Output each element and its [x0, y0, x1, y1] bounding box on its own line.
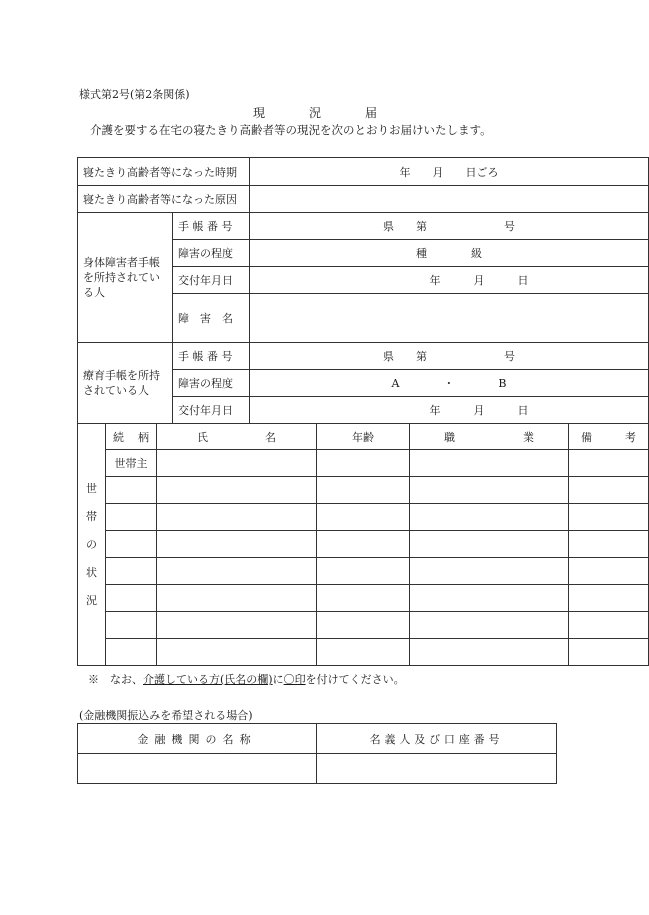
table-row [78, 558, 649, 585]
rehab-degree-label: 障害の程度 [173, 370, 250, 397]
form-title [0, 104, 630, 121]
rehab-notebook-no-field[interactable] [250, 343, 649, 370]
disability-degree-field[interactable] [250, 240, 649, 267]
table-row [78, 585, 649, 612]
header-remarks: 備 考 [569, 424, 649, 450]
age-cell[interactable] [317, 639, 410, 666]
bank-table [77, 723, 557, 784]
remarks-cell[interactable] [569, 477, 649, 504]
occupation-cell[interactable] [410, 504, 569, 531]
occupation-cell[interactable] [410, 558, 569, 585]
name-cell[interactable] [157, 450, 317, 477]
title-char: 現 [252, 106, 265, 120]
title-char: 届 [365, 106, 378, 120]
header-relation: 続 柄 [106, 424, 157, 450]
household-char: の [86, 537, 97, 551]
table-row [78, 639, 649, 666]
rehab-notebook-no-value: 県 第 号 [383, 350, 515, 363]
age-cell[interactable] [317, 531, 410, 558]
remarks-cell[interactable] [569, 612, 649, 639]
disability-name-field[interactable] [250, 294, 649, 343]
disability-notebook-no-value: 県 第 号 [383, 220, 515, 233]
relation-cell[interactable] [106, 585, 157, 612]
disability-issue-date-value: 年 月 日 [429, 274, 529, 287]
table-row [78, 612, 649, 639]
occupation-cell[interactable] [410, 612, 569, 639]
age-cell[interactable] [317, 504, 410, 531]
occupation-cell[interactable] [410, 477, 569, 504]
remarks-cell[interactable] [569, 585, 649, 612]
disability-group-label: 身体障害者手帳を所持されている人 [78, 213, 173, 343]
rehab-notebook-no-label: 手 帳 番 号 [173, 343, 250, 370]
table-row [78, 531, 649, 558]
age-cell[interactable] [317, 585, 410, 612]
account-field[interactable] [317, 754, 557, 784]
head-of-household: 世帯主 [114, 457, 148, 470]
name-cell[interactable] [157, 558, 317, 585]
occupation-cell[interactable] [410, 450, 569, 477]
name-cell[interactable] [157, 612, 317, 639]
household-group-label [78, 424, 106, 666]
bedridden-time-label: 寝たきり高齢者等になった時期 [78, 158, 250, 186]
name-cell[interactable] [157, 477, 317, 504]
age-cell[interactable] [317, 612, 410, 639]
household-char: 帯 [86, 509, 97, 523]
relation-cell[interactable] [106, 639, 157, 666]
bank-name-header: 金融機関の名称 [78, 724, 317, 754]
disability-issue-date-label: 交付年月日 [173, 267, 250, 294]
title-char: 況 [308, 106, 321, 120]
form-number: 様式第2号(第2条関係) [79, 88, 190, 101]
name-cell[interactable] [157, 531, 317, 558]
household-char: 況 [86, 593, 97, 607]
header-occupation: 職 業 [410, 424, 569, 450]
relation-cell[interactable] [106, 504, 157, 531]
account-header: 名義人及び口座番号 [317, 724, 557, 754]
bedridden-cause-label: 寝たきり高齢者等になった原因 [78, 186, 250, 213]
relation-cell[interactable] [106, 531, 157, 558]
remarks-cell[interactable] [569, 558, 649, 585]
occupation-cell[interactable] [410, 585, 569, 612]
table-row [78, 450, 649, 477]
disability-degree-label: 障害の程度 [173, 240, 250, 267]
remarks-cell[interactable] [569, 504, 649, 531]
name-cell[interactable] [157, 639, 317, 666]
name-cell[interactable] [157, 504, 317, 531]
rehab-degree-value: A ・ B [391, 377, 507, 390]
age-cell[interactable] [317, 477, 410, 504]
rehab-issue-date-value: 年 月 日 [429, 404, 529, 417]
remarks-cell[interactable] [569, 450, 649, 477]
relation-cell[interactable] [106, 558, 157, 585]
household-char: 状 [86, 565, 97, 579]
bedridden-cause-field[interactable] [250, 186, 649, 213]
relation-cell[interactable] [106, 612, 157, 639]
relation-cell[interactable] [106, 477, 157, 504]
rehab-group-label: 療育手帳を所持されている人 [78, 343, 173, 424]
bedridden-time-field[interactable] [250, 158, 649, 186]
header-name: 氏 名 [157, 424, 317, 450]
disability-issue-date-field[interactable] [250, 267, 649, 294]
header-age: 年齢 [317, 424, 410, 450]
disability-degree-value: 種 級 [416, 247, 482, 260]
bank-section-heading: (金融機関振込みを希望される場合) [79, 709, 253, 722]
age-cell[interactable] [317, 558, 410, 585]
intro-text: 介護を要する在宅の寝たきり高齢者等の現況を次のとおりお届けいたします。 [90, 123, 492, 137]
caregiver-note: ※ なお、介護している方(氏名の欄)に〇印を付けてください。 [88, 673, 405, 686]
note-underlined: 介護している方(氏名の欄) [143, 673, 273, 686]
occupation-cell[interactable] [410, 639, 569, 666]
table-row [78, 477, 649, 504]
bank-name-field[interactable] [78, 754, 317, 784]
status-form-table [77, 157, 649, 666]
disability-notebook-no-label: 手 帳 番 号 [173, 213, 250, 240]
disability-notebook-no-field[interactable] [250, 213, 649, 240]
occupation-cell[interactable] [410, 531, 569, 558]
bedridden-time-value: 年 月 日ごろ [399, 165, 499, 179]
age-cell[interactable] [317, 450, 410, 477]
note-circle-mark: 〇印 [283, 673, 306, 686]
remarks-cell[interactable] [569, 639, 649, 666]
rehab-issue-date-label: 交付年月日 [173, 397, 250, 424]
remarks-cell[interactable] [569, 531, 649, 558]
table-row [78, 504, 649, 531]
relation-cell[interactable] [106, 450, 157, 477]
rehab-degree-field[interactable] [250, 370, 649, 397]
household-char: 世 [86, 481, 97, 495]
disability-name-label: 障 害 名 [173, 294, 250, 343]
name-cell[interactable] [157, 585, 317, 612]
rehab-issue-date-field[interactable] [250, 397, 649, 424]
